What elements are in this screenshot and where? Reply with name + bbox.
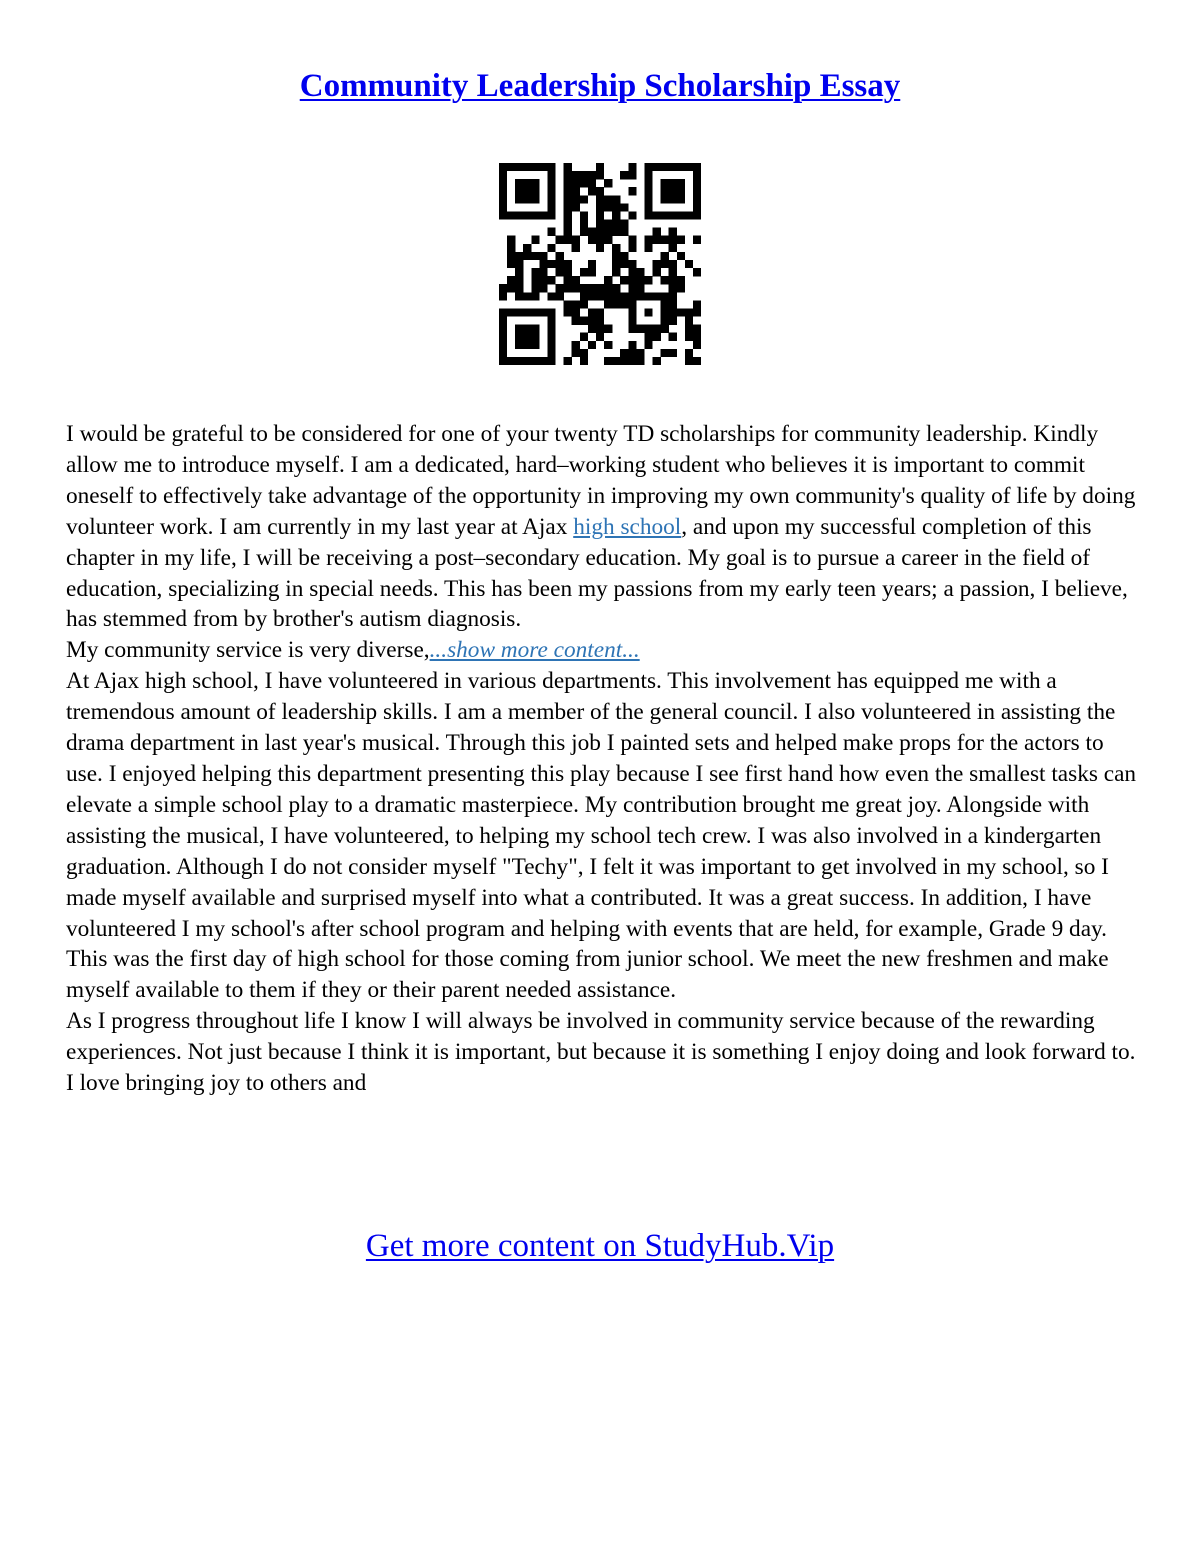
footer xyxy=(0,1223,1200,1269)
essay-body xyxy=(66,419,1146,1099)
essay-paragraph-service: My community service is very diverse,...show more content... xyxy=(66,637,640,664)
essay-paragraph-volunteering: At Ajax high school, I have volunteered in various departments. This involvement has equipped me with a tremendous amount of leadership skills. I am a member of the general council. I also volunteered in assisting the drama department in last year's musical. Through this job I painted sets and helped make props for the actors to use. I enjoyed helping this department presenting this play because I see first hand how even the smallest tasks can elevate a simple school play to a dramatic masterpiece. My contribution brought me great joy. Alongside with assisting the musical, I have volunteered, to helping my school tech crew. I was also involved in a kindergarten graduation. Although I do not consider myself "Techy", I felt it was important to get involved in my school, so I made myself available and surprised myself into what a contributed. It was a great success. In addition, I have volunteered I my school's after school program and helping with events that are held, for example, Grade 9 day. This was the first day of high school for those coming from junior school. We meet the new freshmen and make myself available to them if they or their parent needed assistance. xyxy=(66,668,1137,1004)
qr-code-icon xyxy=(499,163,701,365)
high-school-link[interactable]: high school xyxy=(573,513,682,540)
show-more-content-link[interactable]: ...show more content... xyxy=(429,637,640,664)
title-link[interactable]: Community Leadership Scholarship Essay xyxy=(299,68,901,104)
essay-paragraph-intro: I would be grateful to be considered for one of your twenty TD scholarships for community leadership. Kindly allow me to introduce myself. I am a dedicated, hard–working student who believes it is important to commit oneself to effectively take advantage of the opportunity in improving my own community's quality of life by doing volunteer work. I am currently in my last year at Ajax high school, and upon my successful completion of this chapter in my life, I will be receiving a post–secondary education. My goal is to pursue a career in the field of education, specializing in special needs. This has been my passions from my early teen years; a passion, I believe, has stemmed from by brother's autism diagnosis. xyxy=(66,421,1136,633)
get-more-content-link[interactable]: Get more content on StudyHub.Vip xyxy=(365,1228,835,1264)
page-title xyxy=(0,62,1200,110)
essay-paragraph-closing: As I progress throughout life I know I will always be involved in community service because of the rewarding experiences. Not just because I think it is important, but because it is something I enjoy doing and look forward to. I love bringing joy to others and xyxy=(66,1008,1136,1097)
